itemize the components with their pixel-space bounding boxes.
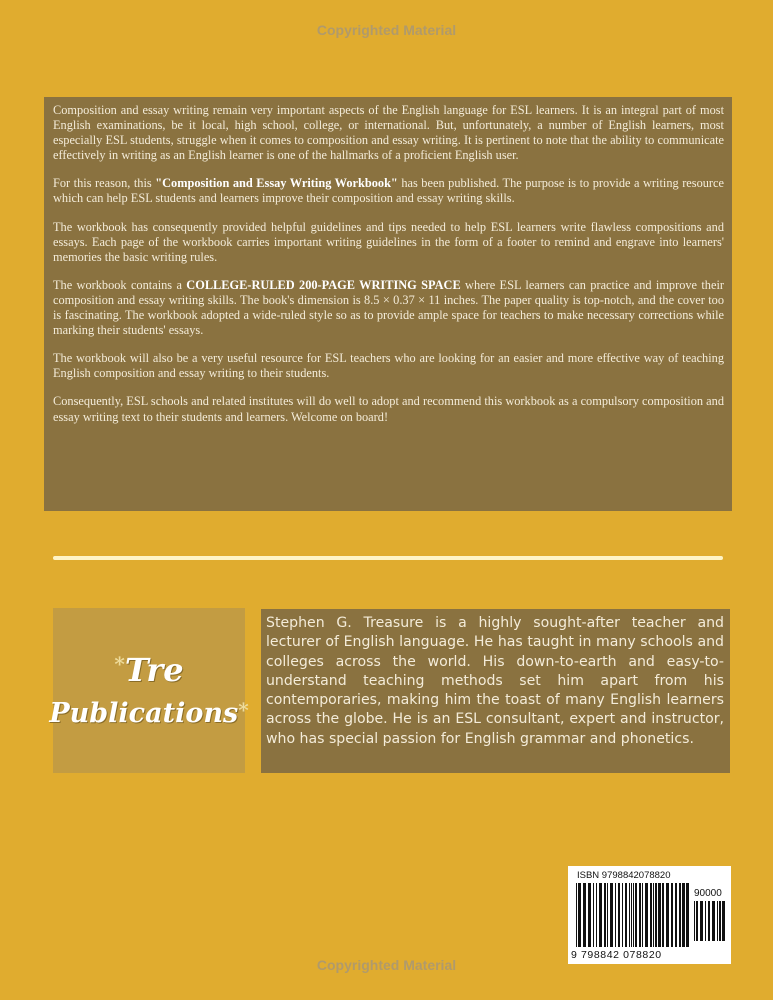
- book-title-bold: "Composition and Essay Writing Workbook": [155, 176, 398, 191]
- description-paragraph-6: Consequently, ESL schools and related institutes will do well to adopt and recommend this workbook as a compulsory composition and essay writing text to their students and learners. Welcome on board!: [53, 394, 724, 424]
- description-paragraph-2: For this reason, this "Composition and Essay Writing Workbook" has been published. The purpose is to provide a writing resource which can help ESL students and learners improve their composition and essay writing skills.: [53, 176, 724, 206]
- section-divider: [53, 556, 723, 560]
- description-paragraph-5: The workbook will also be a very useful resource for ESL teachers who are looking for an easier and more effective way of teaching English composition and essay writing to their students.: [53, 351, 724, 381]
- logo-line-2: Publications*: [49, 698, 249, 729]
- price-code: 90000: [694, 888, 722, 899]
- copyright-watermark-top: Copyrighted Material: [316, 22, 457, 38]
- logo-line-1: *Tre: [114, 651, 184, 689]
- isbn-barcode: [568, 866, 731, 964]
- barcode-bars-icon: [576, 883, 690, 947]
- isbn-text: ISBN 9798842078820: [577, 870, 671, 881]
- price-barcode-icon: [694, 901, 726, 941]
- barcode-digits: 9 798842 078820: [571, 949, 662, 961]
- description-paragraph-1: Composition and essay writing remain very important aspects of the English language for ESL learners. It is an integral part of most English examinations, be it local, high school, college, or international. But, unfortunately, a number of English learners, most especially ESL students, struggle when it comes to composition and essay writing. It is pertinent to note that the ability to communicate effectively in writing as an English learner is one of the hallmarks of a proficient English user.: [53, 103, 724, 163]
- logo-star-icon: *: [114, 652, 125, 676]
- writing-space-bold: COLLEGE-RULED 200-PAGE WRITING SPACE: [186, 277, 461, 292]
- description-paragraph-4: The workbook contains a COLLEGE-RULED 200-PAGE WRITING SPACE where ESL learners can practice and improve their composition and essay writing skills. The book's dimension is 8.5 × 0.37 × 11 inches. The paper quality is top-notch, and the cover too is fascinating. The workbook adopted a wide-ruled style so as to provide ample space for teachers to make necessary corrections while marking their students' essays.: [53, 277, 725, 338]
- logo-star-icon: *: [238, 698, 249, 722]
- description-paragraph-3: The workbook has consequently provided helpful guidelines and tips needed to help ESL learners write flawless compositions and essays. Each page of the workbook carries important writing guidelines in the form of a footer to remind and engrave into learners' memories the basic writing rules.: [53, 219, 724, 264]
- book-description: [44, 97, 732, 511]
- author-bio: Stephen G. Treasure is a highly sought-after teacher and lecturer of English language. He has taught in many schools and colleges across the world. His down-to-earth and easy-to-understand teaching methods set him apart from his contemporaries, making him the toast of many English learners across the globe. He is an ESL consultant, expert and instructor, who has special passion for English grammar and phonetics.: [261, 609, 730, 773]
- copyright-watermark-bottom: Copyrighted Material: [316, 957, 457, 973]
- publisher-logo: [49, 608, 249, 773]
